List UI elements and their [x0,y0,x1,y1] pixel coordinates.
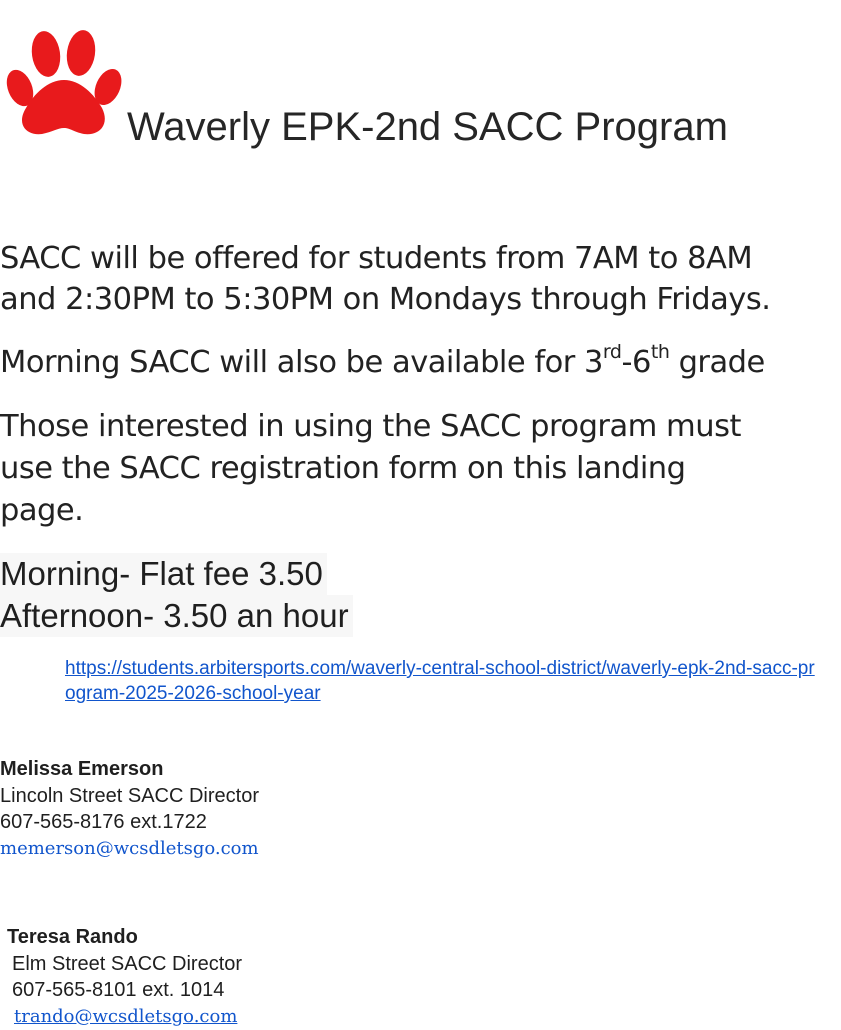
contact-card-emerson [0,756,259,862]
paw-print-icon [6,28,124,138]
fees-block [0,553,353,637]
contact-role: Lincoln Street SACC Director [0,783,259,810]
contact-card-rando [7,924,242,1030]
registration-line-1: Those interested in using the SACC program must [0,406,741,448]
registration-line-3: page. [0,490,741,532]
morning-fee: Morning- Flat fee 3.50 [0,553,327,595]
morning-availability-paragraph [0,342,765,383]
schedule-paragraph [0,238,770,320]
registration-paragraph [0,406,741,532]
afternoon-fee: Afternoon- 3.50 an hour [0,595,353,637]
contact-email-link[interactable]: memerson@wcsdletsgo.com [0,836,259,863]
ordinal-rd: rd [603,341,622,363]
schedule-line-1: SACC will be offered for students from 7AM to 8AM [0,238,770,279]
ordinal-th: th [651,341,670,363]
registration-line-2: use the SACC registration form on this landing [0,448,741,490]
registration-link[interactable]: https://students.arbitersports.com/waverly-central-school-district/waverly-epk-2nd-sacc-program-2025-2026-school-year [65,656,825,706]
availability-mid: -6 [621,345,650,380]
contact-phone: 607-565-8176 ext.1722 [0,809,259,836]
paw-print-logo [6,28,124,138]
availability-suffix: grade [669,345,764,380]
contact-name: Melissa Emerson [0,756,259,783]
contact-name: Teresa Rando [7,924,242,951]
contact-phone: 607-565-8101 ext. 1014 [7,977,242,1004]
contact-email-link[interactable]: trando@wcsdletsgo.com [7,1004,242,1030]
schedule-line-2: and 2:30PM to 5:30PM on Mondays through Fridays. [0,279,770,320]
page-title: Waverly EPK-2nd SACC Program [127,103,728,151]
contact-role: Elm Street SACC Director [7,951,242,978]
availability-prefix: Morning SACC will also be available for 3 [0,345,603,380]
